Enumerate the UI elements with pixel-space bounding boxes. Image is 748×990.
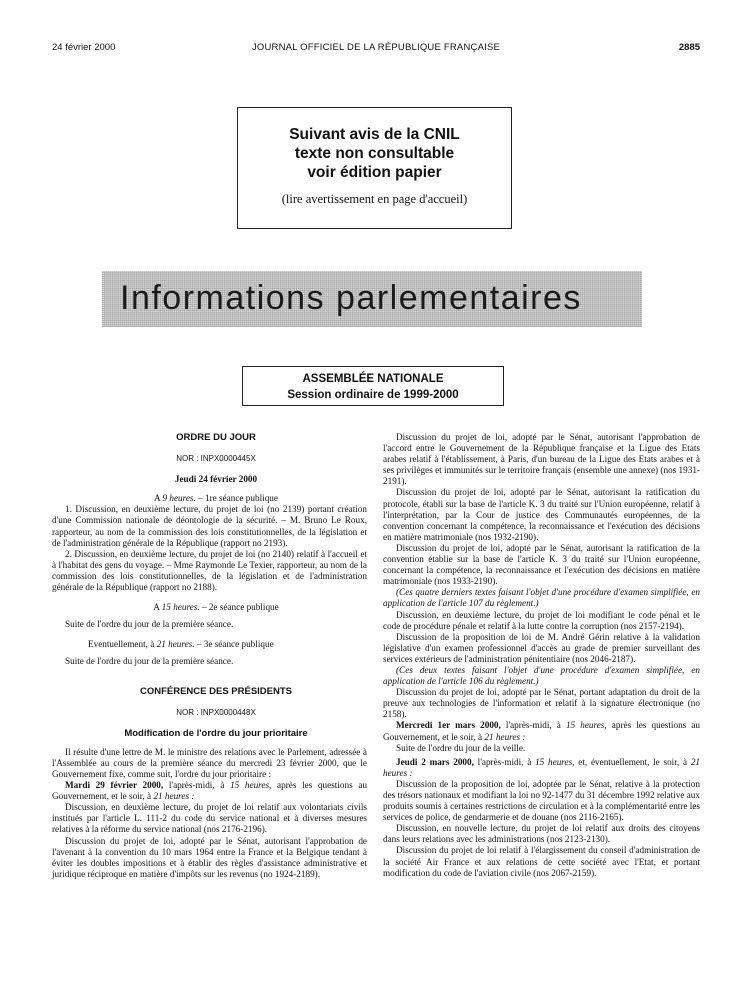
paragraph: Discussion du projet de loi, adopté par le Sénat, autorisant l'approbation de l'avenant à la convention du 10 mars 1964 entre la France et la Belgique tendant à éviter les doubles impositions et à établir des règles d'assistance administrative et juridique réciproque en matière d'impôts sur les revenus (no 1924-2189). bbox=[52, 835, 367, 879]
paragraph: 2. Discussion, en deuxième lecture, du projet de loi (no 2140) relatif à l'accueil et à l'habitat des gens du voyage. – Mme Raymonde Le Texier, rapporteur, au nom de la commission des lois constitutionnelles, de la législation et de l'administration générale de la République (rapport no 2188). bbox=[52, 548, 367, 593]
sitting-line: A 9 heures. – 1re séance publique bbox=[154, 493, 278, 504]
paragraph: Discussion, en nouvelle lecture, du projet de loi relatif aux droits des citoyens dans leurs relations avec les administrations (nos 2123-2130). bbox=[383, 823, 700, 845]
paragraph: Suite de l'ordre du jour de la veille. bbox=[396, 742, 526, 753]
assembly-session: Session ordinaire de 1999-2000 bbox=[287, 389, 459, 401]
paragraph: Suite de l'ordre du jour de la première séance. bbox=[65, 656, 234, 667]
cnil-line-1: Suivant avis de la CNIL bbox=[289, 126, 460, 143]
paragraph: Discussion, en deuxième lecture, du projet de loi relatif aux volontariats civils institués par l'article L. 111-2 du code du service national et à diverses mesures relatives à la réforme du service national (nos 2176-2196). bbox=[52, 802, 367, 835]
heading-conference: CONFÉRENCE DES PRÉSIDENTS bbox=[139, 685, 293, 697]
header-title: JOURNAL OFFICIEL DE LA RÉPUBLIQUE FRANÇAISE bbox=[251, 42, 501, 53]
day-heading: Jeudi 24 février 2000 bbox=[174, 474, 258, 485]
paragraph: Mardi 29 février 2000, l'après-midi, à 15 heures, après les questions au Gouvernement, et le soir, à 21 heures : bbox=[52, 780, 367, 802]
paragraph: Discussion, en deuxième lecture, du projet de loi modifiant le code pénal et le code de procédure pénale et relatif à la lutte contre la corruption (nos 2157-2194). bbox=[383, 609, 700, 631]
heading-ordre-du-jour: ORDRE DU JOUR bbox=[176, 432, 256, 443]
cnil-note: (lire avertissement en page d'accueil) bbox=[281, 192, 468, 206]
heading-modification: Modification de l'ordre du jour prioritaire bbox=[124, 727, 308, 739]
paragraph: Discussion du projet de loi, adopté par le Sénat, autorisant la ratification du protocole, établi sur la base de l'article K. 3 du traité sur l'Union européenne, relatif à l'interprétation, par la Cour de justice des Communautés européennes, de la convention concernant la compétence, la reconnaissance et l'exécution des décisions en matière matrimoniale (nos 1932-2190). bbox=[383, 487, 700, 542]
paragraph: 1. Discussion, en deuxième lecture, du projet de loi (no 2139) portant création d'une Commission nationale de déontologie de la sécurité. – M. Bruno Le Roux, rapporteur, au nom de la commission des lois constitutionnelles, de la législation et de l'administration générale de la République (rapport no 2193). bbox=[52, 504, 367, 548]
left-column bbox=[52, 432, 367, 880]
paragraph-note: (Ces quatre derniers textes faisant l'objet d'une procédure d'examen simplifiée, en application de l'article 107 du règlement.) bbox=[383, 587, 700, 609]
paragraph: Discussion de la proposition de loi, adoptée par le Sénat, relative à la protection des trésors nationaux et modifiant la loi no 92-1477 du 31 décembre 1992 relative aux produits soumis à certaines restrictions de circulation et à la complémentarité entre les services de police, de gendarmerie et de douane (nos 2116-2165). bbox=[383, 778, 700, 823]
header-date: 24 février 2000 bbox=[52, 42, 116, 53]
sitting-line: Eventuellement, à 21 heures. – 3e séance publique bbox=[88, 639, 274, 650]
page-header bbox=[52, 42, 700, 56]
section-banner bbox=[102, 271, 642, 327]
nor-reference: NOR : INPX0000448X bbox=[176, 707, 256, 717]
paragraph: Il résulte d'une lettre de M. le ministre des relations avec le Parlement, adressée à l'Assemblée au cours de la première séance du mercredi 23 février 2000, que le Gouvernement fixe, comme suit, l'ordre du jour prioritaire : bbox=[52, 746, 367, 779]
assembly-box bbox=[242, 366, 504, 406]
sitting-line: A 15 heures. – 2e séance publique bbox=[153, 602, 279, 613]
header-page-number: 2885 bbox=[678, 42, 700, 53]
paragraph: Discussion du projet de loi, adopté par le Sénat, portant adaptation du droit de la preuve aux technologies de l'information et relatif à la signature électronique (no 2158). bbox=[383, 687, 700, 720]
paragraph: Jeudi 2 mars 2000, l'après-midi, à 15 heures, et, éventuellement, le soir, à 21 heures : bbox=[383, 756, 701, 778]
paragraph: Suite de l'ordre du jour de la première séance. bbox=[65, 619, 234, 630]
banner-title: Informations parlementaires bbox=[120, 279, 582, 317]
paragraph: Discussion du projet de loi relatif à l'élargissement du conseil d'administration de la société Air France et aux relations de cette société avec l'Etat, et portant modification du code de l'aviation civile (nos 2067-2159). bbox=[383, 845, 700, 878]
paragraph: Discussion de la proposition de loi de M. André Gérin relative à la validation législative d'un examen professionnel d'accès au grade de premier surveillant des services extérieurs de l'administration pénitentiaire (nos 2046-2187). bbox=[383, 631, 700, 664]
cnil-line-2: texte non consultable bbox=[294, 145, 455, 162]
cnil-line-3: voir édition papier bbox=[307, 164, 442, 181]
right-column bbox=[383, 432, 700, 879]
cnil-notice-box bbox=[237, 107, 512, 229]
paragraph: Discussion du projet de loi, adopté par le Sénat, autorisant l'approbation de l'accord entre le Gouvernement de la République française et la Ligue des Etats arabes relatif à l'établissement, à Paris, d'un bureau de la Ligue des Etats arabes et à ses privilèges et immunités sur le territoire français (ensemble une annexe) (nos 1931-2191). bbox=[383, 432, 700, 487]
paragraph: Discussion du projet de loi, adopté par le Sénat, autorisant la ratification de la convention établie sur la base de l'article K. 3 du traité sur l'Union européenne, concernant la compétence, la reconnaissance et l'exécution des décisions en matière matrimoniale (nos 1933-2190). bbox=[383, 542, 700, 587]
paragraph-note: (Ces deux textes faisant l'objet d'une procédure d'examen simplifiée, en application de l'article 106 du règlement.) bbox=[383, 664, 700, 687]
nor-reference: NOR : INPX0000445X bbox=[176, 454, 256, 464]
assembly-name: ASSEMBLÉE NATIONALE bbox=[302, 373, 444, 385]
paragraph: Mercredi 1er mars 2000, l'après-midi, à 15 heures, après les questions au Gouvernement, et le soir, à 21 heures : bbox=[383, 720, 701, 742]
